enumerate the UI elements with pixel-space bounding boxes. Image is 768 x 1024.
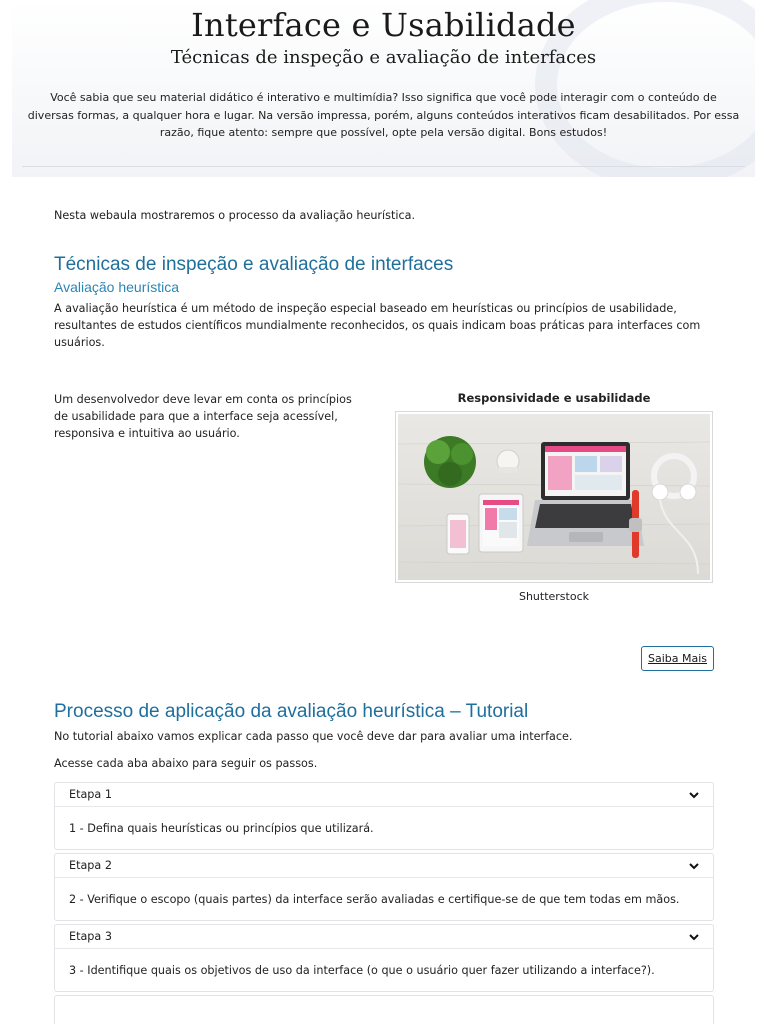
chevron-down-icon[interactable] xyxy=(687,859,701,873)
page-subtitle: Técnicas de inspeção e avaliação de interfaces xyxy=(170,47,597,68)
heuristic-description: A avaliação heurística é um método de inspeção especial baseado em heurísticas ou princípios de usabilidade, resultantes de estudos científicos mundialmente reconhecidos, os quais indicam boas práticas para interfaces com usuários. xyxy=(54,302,701,349)
accordion-header-step-3[interactable] xyxy=(55,925,713,949)
accordion-label: Etapa 1 xyxy=(69,788,112,801)
accordion-label: Etapa 3 xyxy=(69,930,112,943)
accordion-header-step-2[interactable] xyxy=(55,854,713,878)
chevron-down-icon[interactable] xyxy=(687,930,701,944)
figure-title: Responsividade e usabilidade xyxy=(457,391,651,405)
accordion-step-1 xyxy=(54,782,714,850)
page-title: Interface e Usabilidade xyxy=(191,6,576,44)
figure-caption: Shutterstock xyxy=(518,590,590,603)
section-subtitle-heuristic: Avaliação heurística xyxy=(54,279,180,295)
section-title-techniques: Técnicas de inspeção e avaliação de interfaces xyxy=(54,254,454,275)
accordion-header-step-1[interactable] xyxy=(55,783,713,807)
lead-text: Nesta webaula mostraremos o processo da avaliação heurística. xyxy=(54,209,416,222)
accordion-content-step-3: 3 - Identifique quais os objetivos de uso da interface (o que o usuário quer fazer utilizando a interface?). xyxy=(69,963,655,977)
section-title-tutorial: Processo de aplicação da avaliação heurística – Tutorial xyxy=(54,701,529,722)
intro-text: Você sabia que seu material didático é interativo e multimídia? Isso significa que você pode interagir com o conteúdo de diversas formas, a qualquer hora e lugar. Na versão impressa, porém, alguns conteúdos interativos ficam desabilitados. Por essa razão, fique atento: sempre que possível, opte pela versão digital. Bons estudos! xyxy=(27,91,740,139)
accordion-content-step-2: 2 - Verifique o escopo (quais partes) da interface serão avaliadas e certifique-se de que tem todas em mãos. xyxy=(69,892,680,906)
accordion-content-step-1: 1 - Defina quais heurísticas ou princípios que utilizará. xyxy=(69,821,374,835)
header-divider xyxy=(22,166,745,167)
tutorial-intro: No tutorial abaixo vamos explicar cada passo que você deve dar para avaliar uma interface. xyxy=(54,730,573,743)
developer-text: Um desenvolvedor deve levar em conta os princípios de usabilidade para que a interface seja acessível, responsiva e intuitiva ao usuário. xyxy=(54,393,352,440)
devices-illustration xyxy=(398,414,710,580)
accordion-step-next[interactable] xyxy=(54,995,714,1024)
chevron-down-icon[interactable] xyxy=(687,788,701,802)
accordion-label: Etapa 2 xyxy=(69,859,112,872)
figure-image xyxy=(395,411,713,583)
saiba-mais-button[interactable]: Saiba Mais xyxy=(641,646,714,671)
accordion-step-2 xyxy=(54,853,714,921)
page-header xyxy=(12,0,755,177)
tutorial-instruction: Acesse cada aba abaixo para seguir os passos. xyxy=(54,757,318,770)
accordion-step-3 xyxy=(54,924,714,992)
